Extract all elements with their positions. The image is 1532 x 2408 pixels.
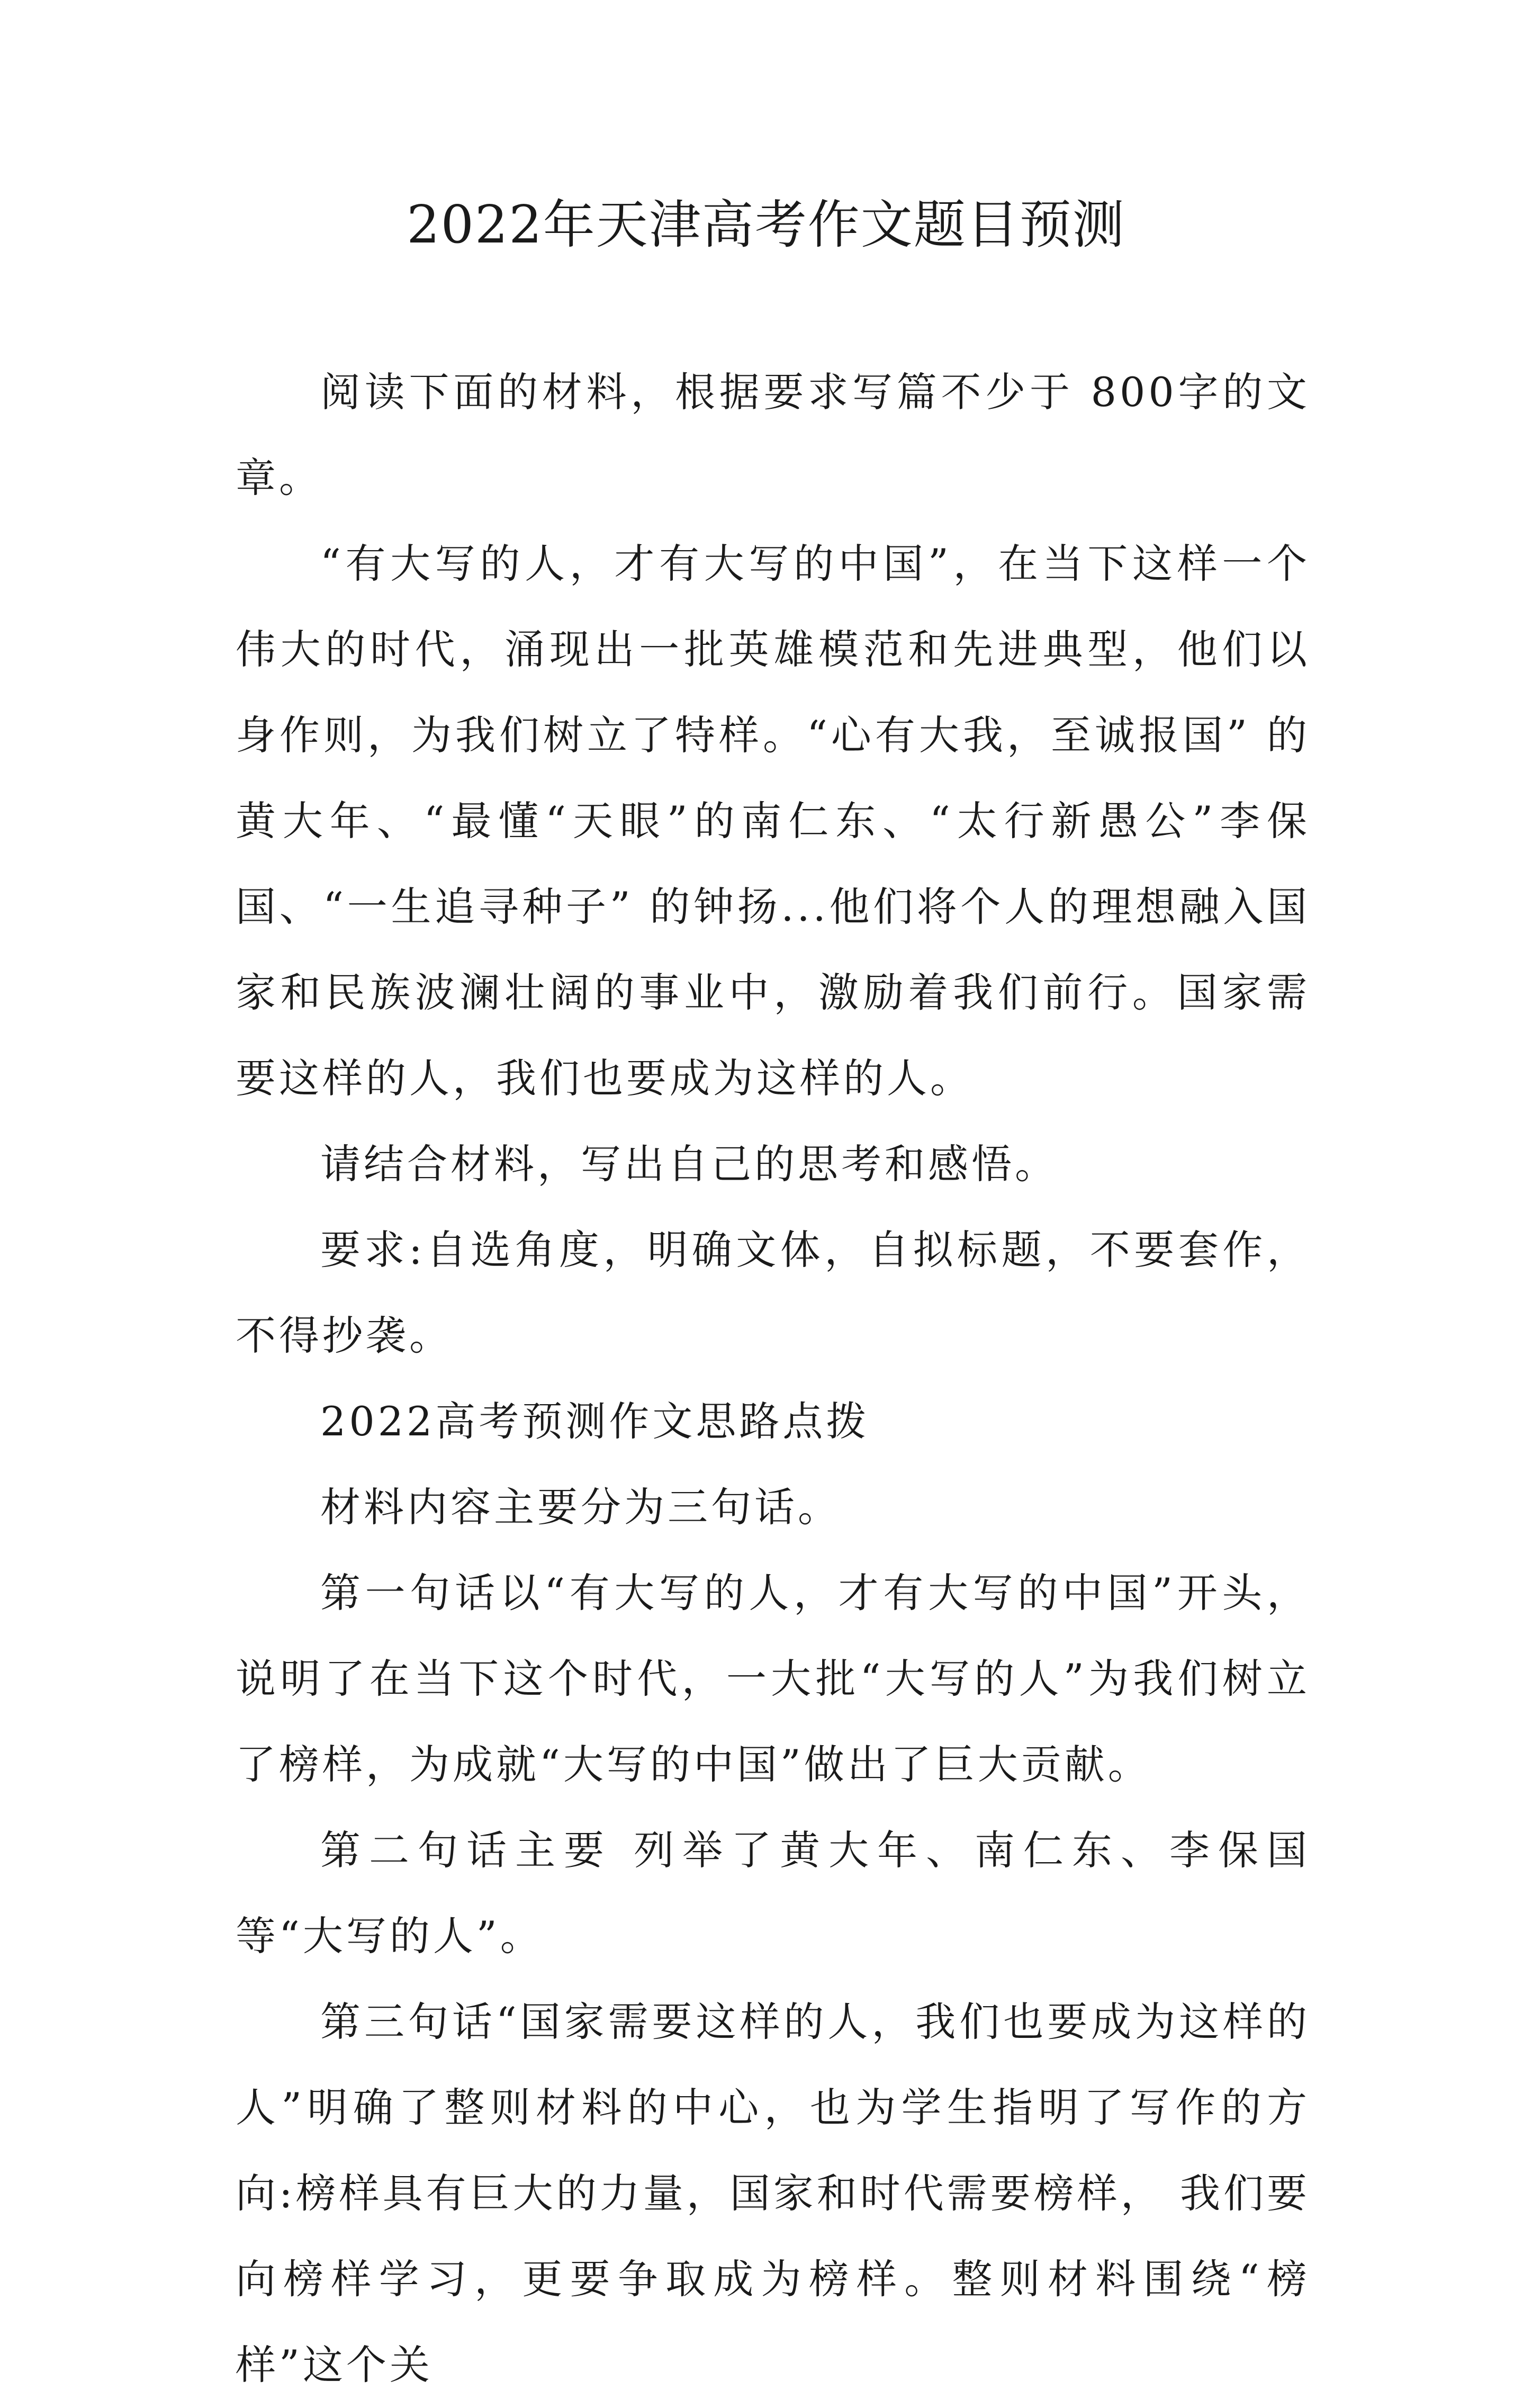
paragraph-second-sentence: 第二句话主要 列举了黄大年、南仁东、李保国等“大写的人”。 — [236, 1827, 1310, 1960]
paragraph-material: “有大写的人，才有大写的中国”，在当下这样一个伟大的时代，涌现出一批英雄模范和先进典型，他们以身作则，为我们树立了特样。“心有大我，至诚报国” 的黄大年、“最懂“天眼”的南仁东、“太行新愚公”李保国、“一生追寻种子” 的钟扬...他们将个人的理想融入国家和民族波澜壮阔的事业中，激励着我们前行。国家需要这样的人，我们也要成为这样的人。 — [236, 540, 1310, 1102]
paragraph-instruction: 阅读下面的材料，根据要求写篇不少于 800字的文章。 — [236, 369, 1310, 501]
paragraph-task: 请结合材料，写出自己的思考和感悟。 — [320, 1140, 1058, 1188]
paragraph-structure: 材料内容主要分为三句话。 — [320, 1484, 841, 1531]
document-title: 2022年天津高考作文题目预测 — [407, 195, 1125, 255]
paragraph-first-sentence: 第一句话以“有大写的人，才有大写的中国”开头，说明了在当下这个时代，一大批“大写的人”为我们树立了榜样，为成就“大写的中国”做出了巨大贡献。 — [236, 1569, 1310, 1788]
paragraph-guide-heading: 2022高考预测作文思路点拨 — [320, 1398, 870, 1445]
document-body — [236, 349, 1310, 2408]
paragraph-requirements: 要求:自选角度，明确文体，自拟标题，不要套作，不得抄袭。 — [236, 1226, 1310, 1359]
paragraph-third-sentence: 第三句话“国家需要这样的人，我们也要成为这样的人”明确了整则材料的中心，也为学生指明了写作的方向:榜样具有巨大的力量，国家和时代需要榜样， 我们要向榜样学习，更要争取成为榜样。整则材料围绕“榜样”这个关 — [236, 1998, 1310, 2388]
